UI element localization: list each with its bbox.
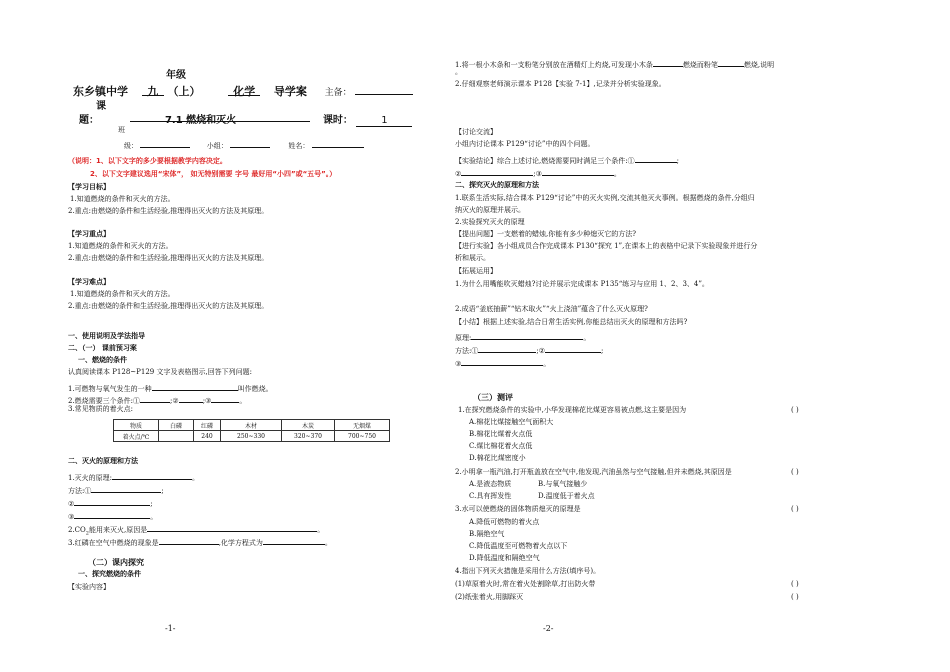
conclusion-blank-2[interactable] [461,166,533,176]
table-header-cell: 无烟煤 [335,420,390,431]
do-experiment-2: 析和展示。 [455,254,490,262]
school-name: 东乡镇中学 [73,85,128,98]
note-2: 2、以下文字建议选用“宋体”， 如无特别需要 字号 最好用“小四”或“五号”。） [90,170,337,178]
method-3-label: ③ [68,513,75,521]
experiment-content: 【实验内容】 [68,583,110,591]
objectives-title: 【学习目标】 [68,183,110,191]
guide-label: 导学案 [273,85,307,98]
group-field[interactable] [230,138,270,148]
r1-text-c: 燃烧,说明 [743,61,775,69]
test-q1-option-d[interactable]: D.棉花比煤密度小 [469,454,526,462]
method-3 [68,509,157,522]
test-q3-option-c[interactable]: C.降低温度至可燃物着火点以下 [469,542,568,550]
table-cell: 320~370 [282,431,335,442]
explore-text-1: 1.联系生活实际,结合课本 P129“讨论”中的灭火实例,交流其他灭火事例。根据燃烧的条件,分组归 [455,194,755,202]
r1-blank-1[interactable] [653,57,683,67]
principle-end: 。 [583,334,591,342]
conclusion-line [455,153,679,166]
summary-method-blank-2[interactable] [545,343,604,355]
phosphorus-question [68,535,332,548]
explore-burning-title: 一、探究燃烧的条件 [78,570,141,578]
name-label: 姓名： [288,142,310,150]
group-label: 小组： [206,142,228,150]
table-cell[interactable] [159,431,194,442]
test-q1-option-c[interactable]: C.煤比棉花着火点低 [469,442,533,450]
ex1-label: 1.灭火的原理: [68,474,113,482]
summary-method-line [455,343,603,356]
summary-method-blank-3[interactable] [461,356,543,366]
p-end: 。 [324,539,332,547]
explore-text-1b: 纳灭火的原理并展示。 [455,206,525,214]
section-usage-title: 一、使用说明及学法指导 [68,332,145,340]
discuss-body: 小组内讨论课本 P129“讨论”中的四个问题。 [455,140,595,148]
method-sep-1: ; [161,487,164,495]
table-cell: 250~330 [221,431,282,442]
test-q4-item-1: (1)草原着火时,常在着火处割除草,打出防火带 [455,580,596,588]
grade-word: 年级 [166,70,186,81]
class-label: 级： [124,142,138,150]
key-2: 2.重点:由燃烧的条件和生活经验,推理得出灭火的方法及其原理。 [68,254,269,262]
conclusion-end: 。 [613,170,621,178]
test-q3-answer[interactable]: ( ) [791,505,799,513]
preparer-field[interactable] [355,82,413,95]
preparer-label: 主备： [324,88,352,98]
q1-prefix: 1.可燃物与氧气发生的一种 [68,385,152,393]
objective-1: 1.知道燃烧的条件和灭火的方法。 [70,195,175,203]
q2-blank-2[interactable] [179,393,203,403]
r1-end: 。 [455,68,462,76]
header-line [73,82,413,99]
explore-extinguish-title: 二、探究灭火的原理和方法 [455,181,539,189]
key-title: 【学习重点】 [68,230,110,238]
ex1-blank[interactable] [112,470,192,480]
test-q2-option-b[interactable]: B.与氧气接触少 [538,480,588,488]
test-q1-option-b[interactable]: B.棉花比煤着火点低 [469,430,533,438]
q2-prefix: 2.燃烧需要三个条件:① [68,397,141,405]
principle-line [455,330,590,343]
do-experiment: 【进行实验】各小组成员合作完成课本 P130“探究 1”,在课本上的表格中记录下实验现象并进行分 [455,242,758,250]
q2-sep-2: ;③ [202,397,212,405]
grade-field[interactable]: 九 [142,83,164,96]
q2-sep-1: ;② [170,397,179,405]
ask-question: 【提出问题】一支燃着的蜡烛,你能有多少种熄灭它的方法? [455,230,636,238]
extinguish-title: 二、灭火的原理和方法 [68,457,138,465]
table-row [114,431,390,442]
test-q1-answer[interactable]: ( ) [791,406,799,414]
q2-blank-1[interactable] [140,393,170,403]
test-q4-item-2: (2)纸张着火,用脚踩灭 [455,593,524,601]
test-q3-option-b[interactable]: B.隔绝空气 [469,530,505,538]
table-cell: 240 [194,431,221,442]
r-question-1 [455,57,774,70]
discuss-title: 【讨论交流】 [455,128,497,136]
page-number-2: -2- [543,624,554,633]
method-blank-1[interactable] [91,483,164,495]
test-q3: 3.水可以使燃烧的固体物质熄灭的原理是 [455,505,581,513]
test-q4-item-1-answer[interactable]: ( ) [791,580,799,588]
conclusion-blank-1[interactable] [635,153,677,163]
method-2-label: ② [68,500,75,508]
key-1: 1.知道燃烧的条件和灭火的方法。 [68,242,173,250]
extend-q1: 1.为什么用嘴能吹灭蜡烛?讨论并展示完成课本 P135“练习与应用 1、2、3、4”。 [455,280,709,288]
in-class-title: （二）课内探究 [88,558,144,567]
summary: 【小结】根据上述实验,结合日常生活实例,你能总结出灭火的原理和方法吗? [455,318,688,326]
co2-end: 。 [317,526,325,534]
class-field[interactable] [140,138,190,148]
extinguish-q1 [68,470,199,483]
table-header-cell: 红磷 [194,420,221,431]
c2-label: ② [455,170,462,178]
test-q1: 1.在探究燃烧条件的实验中,小华发现棉花比煤更容易被点燃,这主要是因为 [458,406,687,414]
test-q4-item-2-answer[interactable]: ( ) [791,593,799,601]
summary-method-sep-2: ; [601,347,604,355]
topic-field[interactable]: 7.1 燃烧和灭火 [130,111,310,122]
p-blank-1[interactable] [159,535,219,545]
p-mid: ,化学方程式为 [218,539,263,547]
table-header-cell: 木材 [221,420,282,431]
method-2 [68,496,153,509]
table-header-cell: 白磷 [159,420,194,431]
test-title: （三）测评 [473,393,513,402]
r1-text-a: 1.将一根小木条和一支粉笔分别放在酒精灯上灼烧,可发现小木条 [455,61,653,69]
test-q3-option-d[interactable]: D.降低温度和隔绝空气 [469,554,540,562]
table-header-cell: 物质 [114,420,159,431]
note-1: （说明：1、以下文字的多少要根据教学内容决定。 [68,157,227,165]
summary-method-sep-1: ;② [536,347,545,355]
summary-method-3 [455,356,550,369]
explore-text-2: 2.实验探究灭火的原理 [455,218,525,226]
method-3-end: 。 [150,513,158,521]
co2-blank[interactable] [147,522,317,532]
summary-method-3-label: ③ [455,360,462,368]
table-header-cell: 木炭 [282,420,335,431]
test-q2-option-c[interactable]: C.具有挥发性 [469,492,512,500]
ke-char: 课 [96,101,106,112]
conclusion-sep: ; [676,157,679,165]
test-q4: 4.指出下列灭火措施是采用什么方法(填序号)。 [455,567,601,575]
burning-conditions-title: 一、燃烧的条件 [78,356,127,364]
principle-label: 原理: [455,334,472,342]
summary-method-3-end: 。 [543,360,551,368]
difficult-1: 1.知道燃烧的条件和灭火的方法。 [70,290,175,298]
summary-method-blank-1[interactable] [478,343,536,353]
co2-text: 能用来灭火,原因是 [88,526,148,534]
page-number-1: -1- [165,624,176,633]
read-instruction: 认真阅读课本 P128~P129 文字及表格图示,回答下列问题: [68,368,253,376]
test-q2-option-a[interactable]: A.是液态物质 [469,480,512,488]
method-blank-3[interactable] [74,509,150,519]
class-line [124,138,364,151]
p-prefix: 3.红磷在空气中燃烧的现象是 [68,539,159,547]
ex1-end: 。 [192,474,200,482]
extend-title: 【拓展运用】 [455,267,497,275]
conclusion-blank-3[interactable] [542,166,614,176]
q2-suffix: 。 [239,397,247,405]
test-q3-option-a[interactable]: A.降低可燃物的着火点 [469,518,540,526]
subject-field[interactable]: 化学 [228,83,260,96]
c3-label: ;③ [533,170,542,178]
topic-label: 题： [79,115,99,126]
conclusion-text: 【实验结论】综合上述讨论,燃烧需要同时满足三个条件:① [455,157,635,165]
conclusion-line-2 [455,166,621,179]
method-blank-2[interactable] [74,496,153,508]
section-preview-title: 二、（一） 课前预习案 [68,344,137,352]
test-q2: 2.小明拿一瓶汽油,打开瓶盖放在空气中,他发现,汽油虽然与空气接触,但并未燃烧,其原因是 [455,468,732,476]
table-cell: 着火点/℃ [114,431,159,442]
r-question-2: 2.仔细观察老师演示课本 P128【实验 7-1】,记录并分析实验现象。 [455,80,666,88]
table-cell: 700~750 [335,431,390,442]
period-field[interactable]: 1 [356,115,412,127]
objective-2: 2.重点:由燃烧的条件和生活经验,推理得出灭火的方法及其原理。 [68,207,269,215]
ban-char: 班 [118,126,125,134]
co2-subscript: 2 [85,530,89,537]
q2-blank-3[interactable] [211,393,239,403]
summary-method-label: 方法:① [455,347,479,355]
principle-blank[interactable] [471,330,583,340]
q1-blank[interactable] [152,381,238,391]
r1-blank-2[interactable] [718,57,744,67]
table-header-row [114,420,390,431]
test-q2-answer[interactable]: ( ) [791,468,799,476]
difficult-2: 2.重点:由燃烧的条件和生活经验,推理得出灭火的方法及其原理。 [68,302,269,310]
question-3: 3.常见物质的着火点: [68,405,134,413]
co2-prefix: 2.CO [68,526,86,534]
r1-text-b: 燃烧而粉笔 [682,61,718,69]
ignition-point-table [113,419,390,442]
period-label: 课时： [322,115,353,126]
method-1 [68,483,164,496]
name-field[interactable] [312,138,364,148]
term: （上） [167,85,201,98]
q1-suffix: 叫作燃烧。 [237,385,273,393]
test-q1-option-a[interactable]: A.棉花比煤接触空气面积大 [469,418,554,426]
method-label: 方法:① [68,487,92,495]
extend-q2: 2.成语“釜底抽薪”“钻木取火”“火上浇油”蕴含了什么灭火原理? [455,305,648,313]
p-blank-2[interactable] [263,535,325,545]
topic-line [79,111,412,127]
method-sep-2: ; [150,500,153,508]
difficult-title: 【学习难点】 [68,278,110,286]
test-q2-option-d[interactable]: D.温度低于着火点 [538,492,595,500]
